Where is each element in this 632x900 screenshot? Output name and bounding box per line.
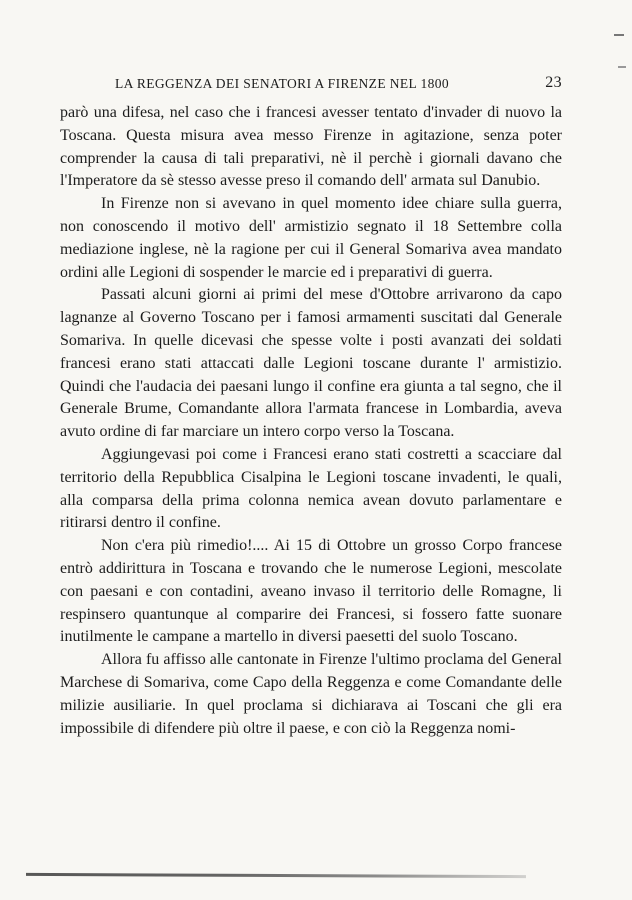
scan-mark-right	[618, 66, 626, 68]
body-text	[60, 102, 562, 740]
page-edge-shadow	[26, 873, 526, 878]
scan-mark-top-right	[614, 34, 624, 36]
paragraph-1: parò una difesa, nel caso che i francesi avesser tentato d'invader di nuovo la Toscana. Questa misura avea messo Firenze in agitazione, senza poter comprender la causa di tali preparativi, nè il perchè i giornali davano che l'Imperatore da sè stesso avesse preso il comando dell' armata sul Danubio.	[60, 104, 562, 190]
paragraph-6: Allora fu affisso alle cantonate in Firenze l'ultimo proclama del General Marchese di Somariva, come Capo della Reggenza e come Comandante delle milizie ausiliarie. In quel proclama si dichiarava ai Toscani che gli era impossibile di difendere più oltre il paese, e con ciò la Reggenza nomi-	[60, 651, 562, 737]
page-number: 23	[545, 74, 562, 91]
paragraph-2: In Firenze non si avevano in quel momento idee chiare sulla guerra, non conoscendo il motivo dell' armistizio segnato il 18 Settembre colla mediazione inglese, nè la ragione per cui il General Somariva avea mandato ordini alle Legioni di sospender le marcie ed i preparativi di guerra.	[60, 195, 562, 281]
paragraph-3: Passati alcuni giorni ai primi del mese d'Ottobre arrivarono da capo lagnanze al Governo Toscano per i famosi armamenti suscitati dal Generale Somariva. In quelle dicevasi che spesse volte i posti avanzati dei soldati francesi erano stati attaccati dalle Legioni toscane durante l' armistizio. Quindi che l'audacia dei paesani lungo il confine era giunta a tal segno, che il Generale Brume, Comandante allora l'armata francese in Lombardia, aveva avuto ordine di far marciare un intero corpo verso la Toscana.	[60, 286, 562, 441]
running-header	[60, 72, 562, 96]
book-page	[60, 72, 562, 740]
paragraph-5: Non c'era più rimedio!.... Ai 15 di Ottobre un grosso Corpo francese entrò addirittura in Toscana e trovando che le numerose Legioni, mescolate con paesani e con contadini, aveano invaso il territorio delle Romagne, li respinsero quantunque al comparire dei Francesi, si fossero fatte suonare inutilmente le campane a martello in diversi paesetti del suolo Toscano.	[60, 537, 562, 646]
running-title: LA REGGENZA DEI SENATORI A FIRENZE NEL 1800	[115, 76, 450, 91]
paragraph-4: Aggiungevasi poi come i Francesi erano stati costretti a scacciare dal territorio della Repubblica Cisalpina le Legioni toscane invadenti, le quali, alla comparsa della prima colonna nemica avean dovuto parlamentare e ritirarsi dentro il confine.	[60, 445, 562, 532]
